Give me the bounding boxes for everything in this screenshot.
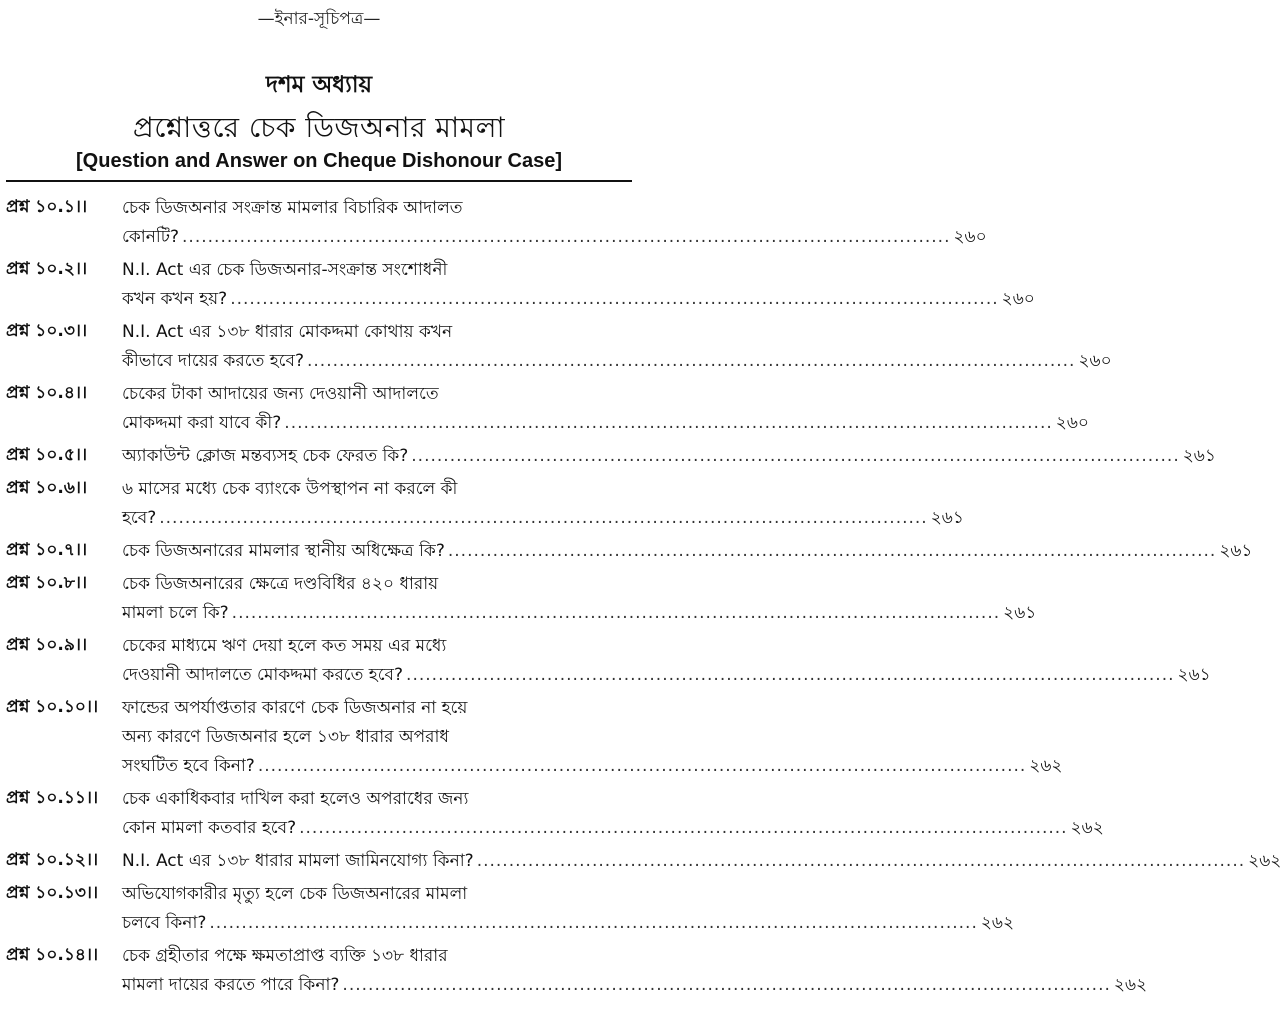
question-line: চেক ডিজঅনারের মামলার স্থানীয় অধিক্ষেত্র কি? [122,541,445,561]
question-text [122,318,1112,376]
chapter-subtitle: [Question and Answer on Cheque Dishonour Case] [76,150,562,172]
question-number: প্রশ্ন ১০.১৪।। [6,945,99,965]
question-number: প্রশ্ন ১০.৯।। [6,635,88,655]
question-last-line [122,442,1216,471]
question-last-line [122,409,1089,438]
dot-leader: ........................................................................................................................ [406,665,1175,685]
question-text [122,537,1253,566]
question-line: কখন কখন হয়? [122,289,228,309]
question-number: প্রশ্ন ১০.১৩।। [6,883,99,903]
chapter-title: প্রশ্নোত্তরে চেক ডিজঅনার মামলা [132,111,506,144]
question-text [122,570,1037,628]
question-last-line [122,971,1148,1000]
toc-entry [0,256,1035,314]
question-text [122,380,1089,438]
page-number: ২৬২ [1248,851,1281,871]
question-line: N.I. Act এর চেক ডিজঅনার-সংক্রান্ত সংশোধনী [122,260,448,280]
dot-leader: ........................................................................................................................ [411,446,1180,466]
question-number: প্রশ্ন ১০.৮।। [6,573,88,593]
question-number: প্রশ্ন ১০.২।। [6,259,88,279]
toc-entry [0,442,1216,471]
dot-leader: ........................................................................................................................ [209,913,978,933]
question-number: প্রশ্ন ১০.৩।। [6,321,88,341]
question-line: সংঘটিত হবে কিনা? [122,756,255,776]
toc-entry [0,570,1037,628]
question-line: N.I. Act এর ১৩৮ ধারার মামলা জামিনযোগ্য কিনা? [122,851,474,871]
toc-entry [0,880,1015,938]
dot-leader: ........................................................................................................................ [342,975,1111,995]
toc-entry [0,942,1148,1000]
question-line: চেক গ্রহীতার পক্ষে ক্ষমতাপ্রাপ্ত ব্যক্তি ১৩৮ ধারার [122,946,448,966]
toc-entry [0,380,1089,438]
question-last-line [122,504,964,533]
page-number: ২৬০ [1001,289,1035,309]
dot-leader: ........................................................................................................................ [257,756,1027,776]
question-line: চলবে কিনা? [122,913,207,933]
dot-leader: ........................................................................................................................ [159,508,928,528]
question-last-line [122,909,1015,938]
page-number: ২৬২ [1113,975,1148,995]
question-text [122,442,1216,471]
page-number: ২৬১ [1003,603,1037,623]
page-number: ২৬২ [1070,818,1104,838]
dot-leader: ........................................................................................................................ [231,603,1001,623]
question-number: প্রশ্ন ১০.১২।। [6,850,99,870]
header-divider [6,180,632,182]
page-number: ২৬১ [1219,541,1253,561]
question-last-line [122,347,1112,376]
question-line: চেকের মাধ্যমে ঋণ দেয়া হলে কত সময় এর মধ্যে [122,636,447,656]
question-text [122,694,1063,781]
question-line: চেকের টাকা আদায়ের জন্য দেওয়ানী আদালতে [122,384,439,404]
question-last-line [122,814,1104,843]
question-line: দেওয়ানী আদালতে মোকদ্দমা করতে হবে? [122,665,404,685]
question-last-line [122,661,1211,690]
toc-entry [0,318,1112,376]
question-text [122,256,1035,314]
question-line: মামলা চলে কি? [122,603,229,623]
question-number: প্রশ্ন ১০.৭।। [6,540,88,560]
question-number: প্রশ্ন ১০.৪।। [6,383,88,403]
question-line: মোকদ্দমা করা যাবে কী? [122,413,282,433]
question-line: কীভাবে দায়ের করতে হবে? [122,351,304,371]
question-line: ৬ মাসের মধ্যে চেক ব্যাংকে উপস্থাপন না করলে কী [122,479,458,499]
dot-leader: ........................................................................................................................ [476,851,1246,871]
toc-entry [0,537,1253,566]
question-line: ফান্ডের অপর্যাপ্ততার কারণে চেক ডিজঅনার না হয়ে [122,698,468,718]
question-last-line [122,752,1063,781]
toc-entry [0,194,987,252]
question-line: মামলা দায়ের করতে পারে কিনা? [122,975,340,995]
question-text [122,475,964,533]
page-number: ২৬০ [953,227,987,247]
toc-entry [0,785,1104,843]
question-last-line [122,285,1035,314]
question-text [122,785,1104,843]
page-number: ২৬২ [980,913,1015,933]
question-line: অভিযোগকারীর মৃত্যু হলে চেক ডিজঅনারের মামলা [122,884,468,904]
question-number: প্রশ্ন ১০.১।। [6,197,88,217]
dot-leader: ........................................................................................................................ [307,351,1076,371]
question-line: কোন মামলা কতবার হবে? [122,818,297,838]
page-number: ২৬২ [1029,756,1063,776]
question-line: কোনটি? [122,227,180,247]
question-number: প্রশ্ন ১০.১০।। [6,697,99,717]
dot-leader: ........................................................................................................................ [299,818,1068,838]
question-text [122,942,1148,1000]
question-text [122,632,1211,690]
question-line: হবে? [122,508,157,528]
question-number: প্রশ্ন ১০.১১।। [6,788,99,808]
question-line: N.I. Act এর ১৩৮ ধারার মোকদ্দমা কোথায় কখন [122,322,453,342]
toc-entry-list [0,194,1281,1004]
question-last-line [122,223,987,252]
toc-entry [0,475,964,533]
question-line: চেক ডিজঅনার সংক্রান্ত মামলার বিচারিক আদালত [122,198,463,218]
dot-leader: ........................................................................................................................ [284,413,1053,433]
dot-leader: ........................................................................................................................ [447,541,1217,561]
toc-entry [0,632,1211,690]
page-number: ২৬০ [1055,413,1089,433]
question-line: চেক ডিজঅনারের ক্ষেত্রে দণ্ডবিধির ৪২০ ধারায় [122,574,439,594]
question-text [122,880,1015,938]
question-text [122,194,987,252]
toc-entry [0,694,1063,781]
question-number: প্রশ্ন ১০.৬।। [6,478,88,498]
question-text [122,847,1281,876]
page-number: ২৬১ [1182,446,1216,466]
question-line: চেক একাধিকবার দাখিল করা হলেও অপরাধের জন্য [122,789,469,809]
running-head: —ইনার-সূচিপত্র— [257,9,381,29]
page-number: ২৬০ [1078,351,1112,371]
question-line: অ্যাকাউন্ট ক্লোজ মন্তব্যসহ চেক ফেরত কি? [122,446,409,466]
question-last-line [122,847,1281,876]
chapter-heading: দশম অধ্যায় [265,72,373,98]
toc-entry [0,847,1281,876]
question-number: প্রশ্ন ১০.৫।। [6,445,88,465]
question-last-line [122,537,1253,566]
question-line: অন্য কারণে ডিজঅনার হলে ১৩৮ ধারার অপরাধ [122,727,449,747]
page-number: ২৬১ [930,508,964,528]
question-last-line [122,599,1037,628]
dot-leader: ........................................................................................................................ [182,227,951,247]
dot-leader: ........................................................................................................................ [230,289,999,309]
page-number: ২৬১ [1177,665,1211,685]
